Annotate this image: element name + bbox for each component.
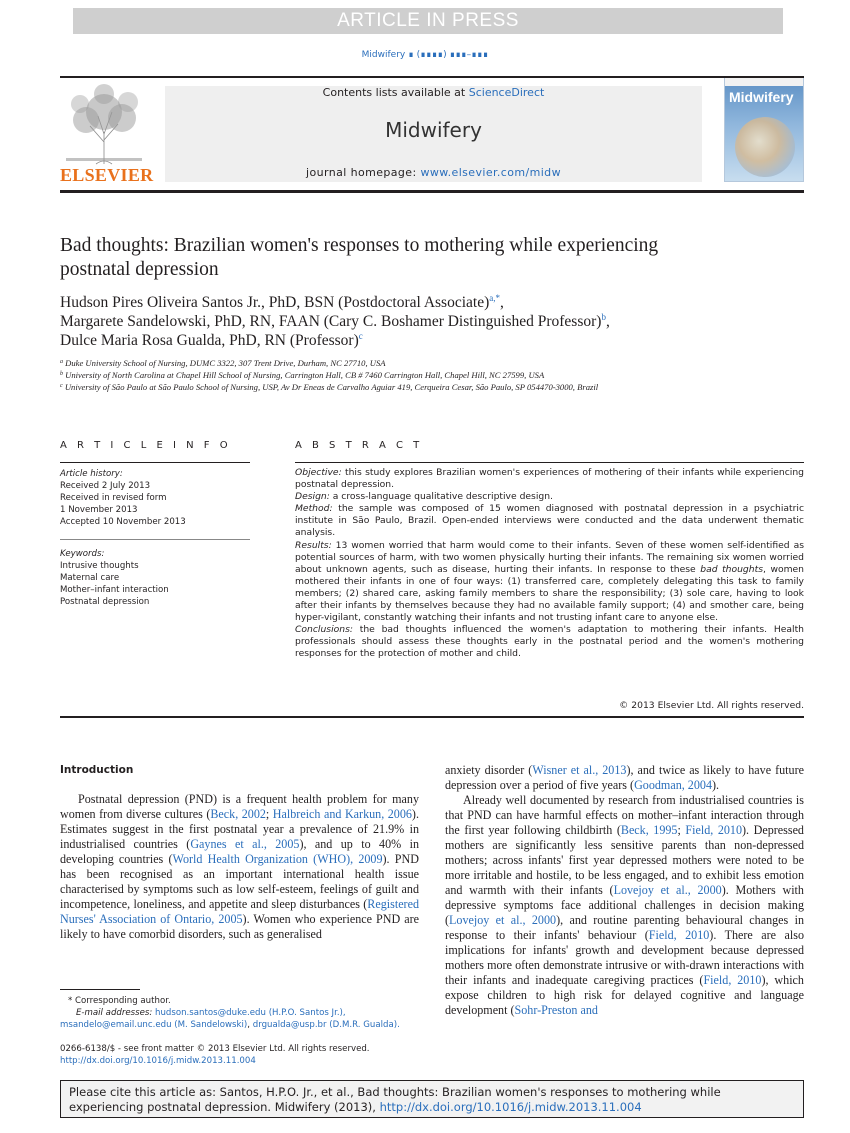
keywords-rule xyxy=(60,539,250,540)
email-link[interactable]: drgualda@usp.br (D.M.R. Gualda). xyxy=(252,1020,400,1030)
issn-block xyxy=(60,1043,480,1067)
affiliation-c xyxy=(60,381,804,393)
body-text: ). Women who experience PND are likely to have comorbid disorders, such as generalised xyxy=(60,912,419,941)
citation-text: Please cite this article as: Santos, H.P.O. Jr., et al., Bad thoughts: Brazilian women's responses to mothering while experiencing postnatal depression. Midwifery (2013), xyxy=(69,1085,721,1114)
email-label: E-mail addresses: xyxy=(76,1008,153,1018)
history-item: 1 November 2013 xyxy=(60,505,138,515)
citation-link[interactable]: Sohr-Preston and xyxy=(514,1003,598,1017)
history-label: Article history: xyxy=(60,469,123,479)
author-separator: , xyxy=(605,313,610,330)
article-history xyxy=(60,468,250,528)
affiliation-text: University of São Paulo at São Paulo School of Nursing, USP, Av Dr Eneas de Carvalho Aguiar 419, Cerqueira Cesar, São Paulo, SP 054470-3000, Brazil xyxy=(64,382,599,392)
abstract-conclusions xyxy=(295,624,804,660)
journal-cover[interactable] xyxy=(724,76,804,182)
abstract-text: a cross-language qualitative descriptive design. xyxy=(332,491,553,503)
citation-link[interactable]: Halbreich and Karkun, 2006 xyxy=(272,807,412,821)
elsevier-wordmark: ELSEVIER xyxy=(60,165,154,185)
affiliation-sup: a xyxy=(60,359,63,365)
footnote xyxy=(60,995,420,1031)
author-3 xyxy=(60,331,804,350)
author-list xyxy=(60,293,804,350)
keyword: Intrusive thoughts xyxy=(60,561,139,571)
article-info-rule xyxy=(60,462,250,463)
author-name: Dulce Maria Rosa Gualda, PhD, RN (Professor) xyxy=(60,332,359,349)
citation-link[interactable]: World Health Organization (WHO), 2009 xyxy=(172,852,383,866)
citation-link[interactable]: Beck, 1995 xyxy=(620,823,678,837)
abstract-text: the bad thoughts influenced the women's adaptation to mothering their infants. Health professionals should assess these thoughts early in the postnatal period and the women's mothering responses for the protection of mother and child. xyxy=(295,624,805,660)
citation-link[interactable]: Beck, 2002 xyxy=(210,807,266,821)
affiliation-text: University of North Carolina at Chapel Hill School of Nursing, Carrington Hall, CB # 7460 Carrington Hall, Chapel Hill, NC 27599, USA xyxy=(65,370,545,380)
abstract-results xyxy=(295,540,804,625)
history-item: Received 2 July 2013 xyxy=(60,481,151,491)
contents-line xyxy=(165,86,702,99)
cover-title: Midwifery xyxy=(729,89,794,105)
running-head[interactable]: Midwifery ∎ (∎∎∎∎) ∎∎∎–∎∎∎ xyxy=(361,50,489,60)
masthead-bottom-rule xyxy=(60,190,804,193)
abstract-bottom-rule xyxy=(60,716,804,718)
body-column-right xyxy=(445,763,804,1018)
front-matter-line: 0266-6138/$ - see front matter © 2013 Elsevier Ltd. All rights reserved. xyxy=(60,1044,370,1054)
citation-link[interactable]: Field, 2010 xyxy=(648,928,710,942)
author-affil-sup[interactable]: a,* xyxy=(489,293,500,303)
body-text: ). There are also implications for infants' growth and development because depressed mothers more often demonstrate intrusive or with-drawn interactions with their infants and inadequate caregiving practices ( xyxy=(445,928,804,987)
abstract-heading: A B S T R A C T xyxy=(295,440,423,451)
abstract-method xyxy=(295,503,804,539)
affiliations xyxy=(60,357,804,393)
citation-box xyxy=(60,1080,804,1118)
history-item: Accepted 10 November 2013 xyxy=(60,517,186,527)
email-line-2 xyxy=(60,1019,420,1031)
body-text: ). Mothers with depressive symptoms face additional challenges in decision making ( xyxy=(445,883,804,927)
citation-link[interactable]: Goodman, 2004 xyxy=(634,778,712,792)
keywords xyxy=(60,548,250,608)
citation-link[interactable]: Wisner et al., 2013 xyxy=(532,763,627,777)
article-title: Bad thoughts: Brazilian women's responses to mothering while experiencing postnatal depression xyxy=(60,235,659,280)
affiliation-sup: b xyxy=(60,371,63,377)
footnote-rule xyxy=(60,989,140,990)
email-line xyxy=(60,1007,420,1019)
abstract-objective xyxy=(295,467,804,491)
citation-link[interactable]: Registered Nurses' Association of Ontario, 2005 xyxy=(60,897,419,926)
abstract-body xyxy=(295,467,804,661)
keyword: Mother–infant interaction xyxy=(60,585,169,595)
citation-link[interactable]: Field, 2010 xyxy=(685,823,743,837)
doi-link[interactable]: http://dx.doi.org/10.1016/j.midw.2013.11.004 xyxy=(60,1056,256,1066)
abstract-label: Results: xyxy=(295,539,332,551)
intro-paragraph-1 xyxy=(60,792,419,942)
citation-link[interactable]: Lovejoy et al., 2000 xyxy=(613,883,722,897)
abstract-label: Objective: xyxy=(295,467,342,478)
sciencedirect-link[interactable]: ScienceDirect xyxy=(468,86,545,99)
masthead-top-rule xyxy=(60,76,804,78)
citation-link[interactable]: Lovejoy et al., 2000 xyxy=(449,913,557,927)
homepage-line xyxy=(165,166,702,179)
keyword: Postnatal depression xyxy=(60,597,150,607)
affiliation-text: Duke University School of Nursing, DUMC 3322, 307 Trent Drive, Durham, NC 27710, USA xyxy=(65,358,386,368)
abstract-text: 13 women worried that harm would come to their infants. Seven of these women self-identified as potential sources of harm, with two women physically hurting their infants. The remaining six women worried about unknown agents, such as disease, hurting their infants. In response to these xyxy=(295,539,804,575)
author-separator: , xyxy=(500,294,504,311)
abstract-text: the sample was composed of 15 women diagnosed with postnatal depression in a psychiatric institute in São Paulo, Brazil. Open-ended interviews were conducted and the data underwent thematic analysis. xyxy=(295,503,805,539)
abstract-text: this study explores Brazilian women's experiences of mothering of their infants while experiencing postnatal depression. xyxy=(295,467,804,491)
journal-title: Midwifery xyxy=(385,118,482,142)
body-text: anxiety disorder ( xyxy=(445,763,533,777)
abstract-design xyxy=(295,491,804,503)
corresponding-author: * Corresponding author. xyxy=(68,996,171,1006)
abstract-label: Method: xyxy=(295,503,333,515)
author-name: Margarete Sandelowski, PhD, RN, FAAN (Cary C. Boshamer Distinguished Professor) xyxy=(60,313,602,330)
body-text: Already well documented by research from industrialised countries is that PND can have harmful effects on mother–infant interaction through the first year following childbirth ( xyxy=(445,793,804,837)
body-text: ), and twice as likely to have future depression over a period of five years ( xyxy=(445,763,804,792)
author-affil-sup[interactable]: c xyxy=(358,331,363,341)
author-1 xyxy=(60,293,804,312)
keywords-label: Keywords: xyxy=(60,549,105,559)
homepage-prefix: journal homepage: xyxy=(306,166,417,179)
email-link[interactable]: msandelo@email.unc.edu (M. Sandelowski) xyxy=(60,1020,248,1030)
intro-paragraph-2 xyxy=(445,793,804,1018)
body-text: ), which expose children to high risk for delayed cognitive and language development ( xyxy=(445,973,804,1017)
citation-link[interactable]: Field, 2010 xyxy=(703,973,762,987)
author-2 xyxy=(60,312,804,331)
keyword: Maternal care xyxy=(60,573,120,583)
body-text: ). Depressed mothers are significantly less sensitive parents than non-depressed mothers; across infants' first year depressed mothers were noted to be more irritable and hostile, to be less engaged, and to exhibit less emotion and warmth with their infants ( xyxy=(445,823,804,897)
body-text: ), and up to 40% in developing countries ( xyxy=(60,837,419,866)
affiliation-b xyxy=(60,369,804,381)
article-in-press-banner: ARTICLE IN PRESS xyxy=(73,8,783,34)
abstract-label: Conclusions: xyxy=(295,624,353,636)
abstract-copyright: © 2013 Elsevier Ltd. All rights reserved. xyxy=(619,700,804,711)
cover-image xyxy=(735,117,795,177)
article-info-heading: A R T I C L E I N F O xyxy=(60,440,232,451)
introduction-heading: Introduction xyxy=(60,764,134,776)
body-text: Postnatal depression (PND) is a frequent health problem for many women from diverse cultures ( xyxy=(60,792,419,821)
affiliation-a xyxy=(60,357,804,369)
author-name: Hudson Pires Oliveira Santos Jr., PhD, BSN (Postdoctoral Associate) xyxy=(60,294,490,311)
body-text: ). PND has been recognised as an important international health issue characterised by symptoms such as low self-esteem, feelings of guilt and incompetence, loneliness, and appetite and sleep disturbances ( xyxy=(60,852,419,911)
body-text: ). xyxy=(712,778,720,792)
homepage-link[interactable]: www.elsevier.com/midw xyxy=(420,166,561,179)
abstract-emphasis: bad thoughts xyxy=(700,563,763,575)
body-text: ; xyxy=(677,823,686,837)
citation-link[interactable]: Gaynes et al., 2005 xyxy=(190,837,300,851)
intro-paragraph-1-cont xyxy=(445,763,804,793)
body-text: ), and routine parenting behavioural changes in response to their infants' behaviour ( xyxy=(445,913,804,942)
author-affil-sup[interactable]: b xyxy=(601,312,606,322)
affiliation-sup: c xyxy=(60,383,63,389)
abstract-text: , women mothered their infants in one of four ways: (1) transferred care, completely delegating this task to family members; (2) shared care, asking family members to share the responsibility; (3) sole care, having to look after their infants by themselves because they had no available family support; (4) and smother care, being hyper-vigilant, constantly watching their infants and not trusting infant care to anyone else. xyxy=(295,563,805,624)
body-text: ; xyxy=(265,807,273,821)
email-separator: , xyxy=(247,1020,253,1030)
abstract-label: Design: xyxy=(295,491,330,503)
contents-prefix: Contents lists available at xyxy=(322,86,466,99)
citation-doi-link[interactable]: http://dx.doi.org/10.1016/j.midw.2013.11.004 xyxy=(379,1100,642,1114)
body-text: ). Estimates suggest in the first postnatal year a prevalence of 21.9% in industrialised countries ( xyxy=(60,807,419,851)
email-link[interactable]: hudson.santos@duke.edu (H.P.O. Santos Jr.), xyxy=(155,1008,346,1018)
cover-top-band xyxy=(725,77,804,86)
history-item: Received in revised form xyxy=(60,493,167,503)
body-column-left xyxy=(60,792,419,942)
abstract-rule xyxy=(295,462,804,463)
